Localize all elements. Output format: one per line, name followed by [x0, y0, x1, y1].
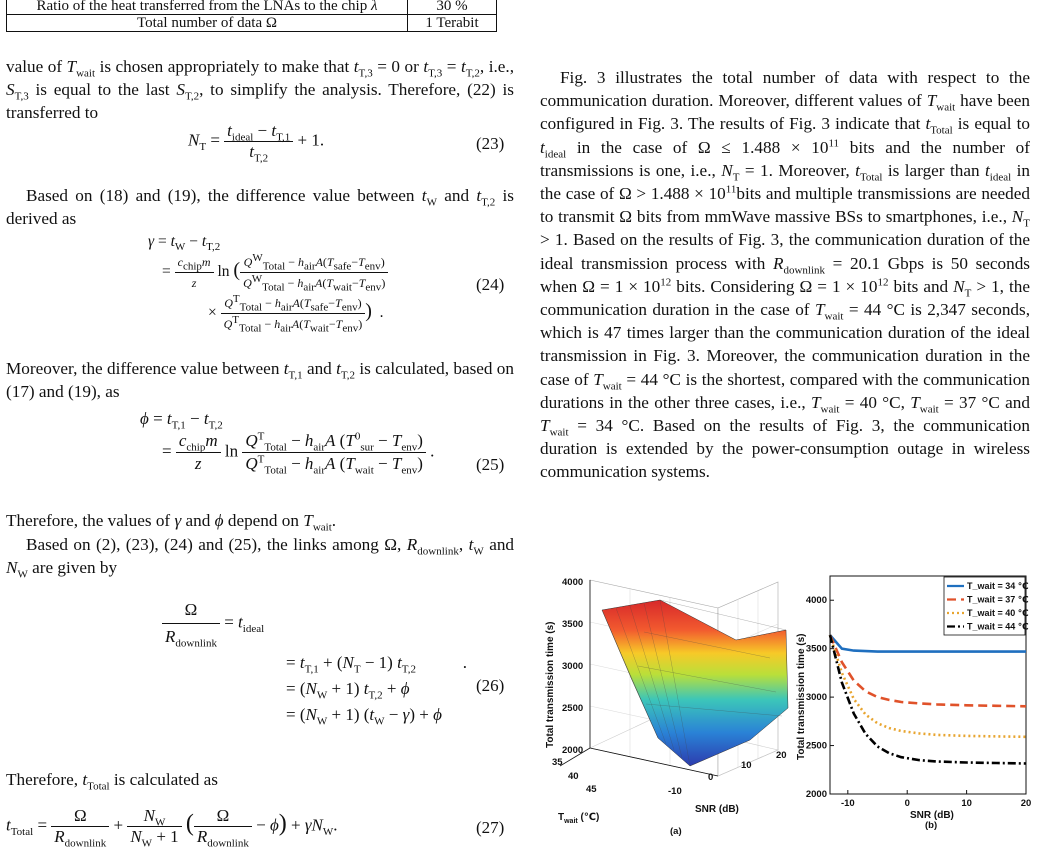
legend-entry: T_wait = 37 ℃: [967, 594, 1029, 605]
equation-number-23: (23): [476, 134, 505, 153]
x-tick-label: -10: [840, 798, 855, 809]
y-tick-label: 3000: [805, 692, 827, 704]
left-paragraph-6: Therefore, $t_{Total}$ is calculated as: [6, 770, 218, 793]
equation-23: $N_T$ = $\frac{t_{ideal} - t_{T,1}}{t_{T,2}}$ + 1.: [188, 121, 325, 165]
x-axis-label: SNR (dB): [695, 804, 739, 815]
z-tick: 3000: [562, 661, 584, 672]
left-paragraph-1: value of $T_{wait}$ is chosen appropriately to make that $t_{T,3} = 0$ or $t_{T,3} = t_{T,2}$, i.e., $S_{T,3}$ is equal to the last $S_{T,2}$, to simplify the analysis. Therefore, (22) is transferred to: [6, 57, 514, 123]
table-cell-label: Ratio of the heat transferred from the LNAs to the chip λ: [7, 0, 408, 15]
y-tick: 45: [586, 784, 597, 795]
x-tick: -10: [668, 786, 682, 797]
equation-27: $t_{Total}$ = $\frac{\Omega}{R_{downlink}}$ + $\frac{N_W}{N_W + 1}$ ( $\frac{\Omega}{R_{downlink}}$ − $\phi) + \gamma N_W$.: [6, 806, 338, 849]
panel-a-label: (a): [670, 826, 682, 837]
x-tick-label: 10: [961, 798, 972, 809]
equation-25: $\phi = t_{T,1} - t_{T,2}$ = $\frac{c_{chip}m}{z}$ ln $\frac{Q^T_{Total} - h_{air}A (T^0_{sur} - T_{env})}{Q^T_{Total} - h_{air}A (T_{wait} - T_{env})}$ .: [140, 409, 435, 477]
x-axis-label: SNR (dB): [910, 810, 954, 821]
z-tick: 2500: [562, 703, 584, 714]
y-tick: 40: [568, 771, 579, 782]
legend-entry: T_wait = 40 ℃: [967, 608, 1029, 618]
figure-panel-b: [792, 570, 1032, 840]
parameter-table: [6, 0, 497, 32]
equation-number-27: (27): [476, 818, 505, 837]
left-paragraph-5: Based on (2), (23), (24) and (25), the links among Ω, $R_{downlink}$, $t_W$ and $N_W$ are given by: [6, 535, 515, 581]
z-axis-label: Total transmission time (s): [545, 621, 556, 748]
y-tick-label: 4000: [805, 595, 827, 607]
x-tick: 10: [741, 760, 752, 771]
z-tick: 3500: [562, 619, 584, 630]
x-tick-label: 0: [904, 798, 910, 809]
y-axis-label: Total transmission time (s): [796, 633, 807, 760]
y-tick-label: 2000: [805, 789, 827, 800]
y-axis-label: $T_{wait}$ (℃): [558, 812, 600, 825]
x-tick: 20: [776, 750, 787, 761]
table-cell-value: 30 %: [408, 0, 497, 15]
equation-26: $\frac{\Omega}{R_{downlink}}$ = $t_{ideal}$ = $t_{T,1} + (N_T - 1)$ $t_{T,2}$ . = $(N_W + 1) t_{T,2} + \phi$ = $(N_W + 1) (t_W - \gamma) + \phi$: [162, 597, 467, 728]
y-tick-label: 2500: [805, 740, 827, 752]
table-row: [7, 15, 497, 32]
table-cell-value: 1 Terabit: [408, 15, 497, 32]
left-paragraph-4: Therefore, the values of γ and ϕ depend on $T_{wait}$.: [6, 511, 337, 534]
z-tick: 4000: [562, 577, 584, 588]
x-tick-label: 20: [1020, 798, 1032, 809]
equation-24: $\gamma = t_W - t_{T,2}$ = $\frac{c_{chip}m}{z}$ ln ( $\frac{Q^W_{Total} - h_{air}A(T_{safe}-T_{env})}{Q^W_{Total} - h_{air}A(T_{wait}-T_{env})}$ × $\frac{Q^T_{Total} - h_{air}A(T_{safe}-T_{env})}{Q^T_{Total} - h_{air}A(T_{wait}-T_{env})}$ ) .: [148, 232, 388, 334]
left-paragraph-3: Moreover, the difference value between $t_{T,1}$ and $t_{T,2}$ is calculated, based on (17) and (19), as: [6, 359, 514, 402]
table-row: [7, 0, 497, 15]
y-tick: 35: [552, 757, 563, 768]
right-paragraph-1: Fig. 3 illustrates the total number of data with respect to the communication duration. Moreover, different values of $T_{wait}$ have been configured in Fig. 3. The results of Fig. 3 indicate that $t_{Total}$ is equal to $t_{ideal}$ in the case of $\Omega \le 1.488 \times 10^{11}$ bits and the number of transmissions is one, i.e., $N_T = 1$. Moreover, $t_{Total}$ is larger than $t_{ideal}$ in the case of $\Omega > 1.488 \times 10^{11}bits$ and multiple transmissions are needed to transmit Ω bits from mmWave massive BSs to smartphones, i.e., $N_T > 1$. Based on the results of Fig. 3, the communication duration of the ideal transmission process with $R_{downlink} = 20.1$ Gbps is 50 seconds when $\Omega = 1 \times 10^{12}$ bits. Considering $\Omega = 1 \times 10^{12}$ bits and $N_T > 1$, the communication duration in the case of $T_{wait} = 44$ °C is 2,347 seconds, which is 47 times larger than the communication duration of the ideal transmission in Fig. 3. Moreover, the communication duration in the case of $T_{wait} = 44$ °C is the shortest, compared with the communication durations in the other three cases, i.e., $T_{wait} = 40$ °C, $T_{wait} = 37$ °C and $T_{wait} = 34$ °C. Based on the results of Fig. 3, the communication duration is extended by the power-consumption outage in wireless communication systems.: [540, 68, 1031, 482]
figure-panel-a: [540, 570, 800, 840]
panel-b-label: (b): [925, 820, 938, 831]
equation-number-24: (24): [476, 275, 505, 294]
x-tick: 0: [708, 772, 714, 783]
legend-entry: T_wait = 34 ℃: [967, 581, 1029, 591]
legend-entry: T_wait = 44 ℃: [967, 621, 1029, 632]
equation-number-26: (26): [476, 676, 505, 695]
left-paragraph-2: Based on (18) and (19), the difference value between $t_W$ and $t_{T,2}$ is derived as: [6, 186, 514, 229]
table-cell-label: Total number of data Ω: [7, 15, 408, 32]
equation-number-25: (25): [476, 455, 505, 474]
z-tick: 2000: [562, 745, 584, 756]
y-tick-label: 3500: [805, 643, 827, 655]
